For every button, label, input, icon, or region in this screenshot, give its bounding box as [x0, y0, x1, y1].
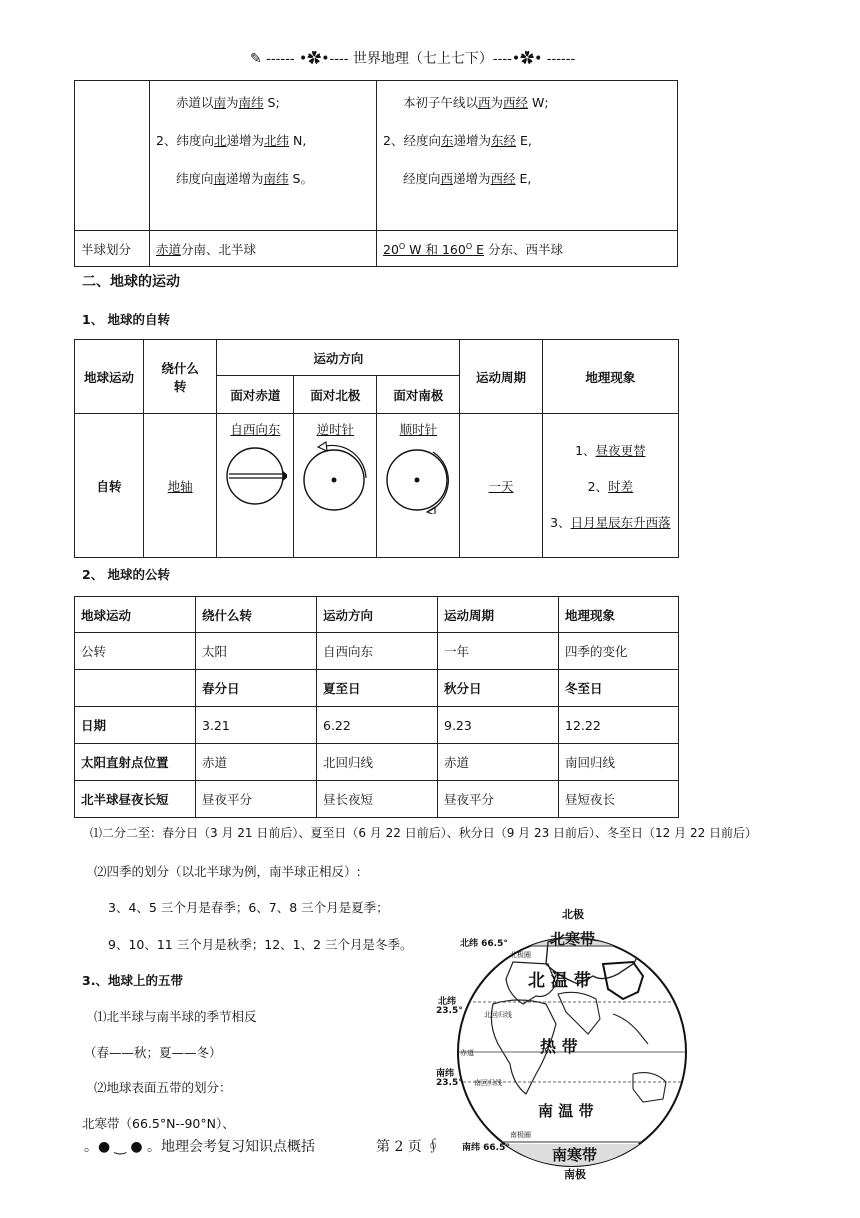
phen-2: 2、时差	[587, 478, 634, 494]
table-cell: 昼短夜长	[559, 781, 679, 818]
phen-3: 3、日月星辰东升西落	[550, 514, 671, 530]
note-autumn-winter: 9、10、11 三个月是秋季；12、1、2 三个月是冬季。	[108, 937, 413, 952]
rev-h-phenomena: 地理现象	[559, 597, 679, 633]
longitude-rules-cell	[377, 81, 678, 231]
table-cell: 北回归线	[317, 744, 438, 781]
rev-h-period: 运动周期	[438, 597, 559, 633]
phenomena-cell	[542, 414, 678, 558]
note-opposite-seasons: ⑴北半球与南半球的季节相反	[94, 1009, 257, 1024]
table-cell: 昼夜平分	[196, 781, 317, 818]
antarctic-circle-label: 南极圈	[510, 1131, 531, 1139]
lat-66s-label: 南纬 66.5°	[462, 1143, 510, 1153]
lat-lon-table	[74, 80, 678, 267]
hemisphere-ew-cell: $20^O$ W 和 $160^O$ E 分东、西半球	[377, 231, 678, 267]
note-north-frigid: 北寒带（66.5°N--90°N）、	[82, 1116, 235, 1131]
dir-north-cell	[294, 414, 377, 558]
rev-row-5	[75, 781, 679, 818]
lat-rule-3: 纬度向南递增为南纬 S。	[176, 171, 313, 186]
section-2-title: 二、地球的运动	[82, 274, 180, 290]
note-zone-division: ⑵地球表面五带的划分：	[94, 1080, 232, 1095]
h-face-equator: 面对赤道	[217, 376, 294, 414]
lat-23n-label-b: 23.5°	[436, 1006, 463, 1016]
north-pole-label: 北极	[562, 908, 584, 921]
lon-rule-2: 2、经度向东递增为东经 E,	[383, 133, 532, 148]
north-frigid-zone: 北寒带	[550, 930, 596, 948]
south-temperate-zone: 南 温 带	[538, 1102, 594, 1120]
rotation-subtitle: 1、 地球的自转	[82, 312, 171, 327]
rev-row-3	[75, 707, 679, 744]
five-zones-globe	[428, 904, 708, 1184]
table-cell: 赤道	[438, 744, 559, 781]
dir-equator-cell	[217, 414, 294, 558]
table-cell: 北半球昼夜长短	[75, 781, 196, 818]
footer-title: 。● ‿ ● 。地理会考复习知识点概括	[84, 1139, 316, 1155]
motion-rotation: 自转	[75, 414, 144, 558]
revolution-subtitle: 2、 地球的公转	[82, 567, 171, 582]
tropic-cancer-label: 北回归线	[484, 1011, 512, 1019]
h-period: 运动周期	[460, 340, 542, 414]
rev-header-row	[75, 597, 679, 633]
table-cell: 四季的变化	[559, 633, 679, 670]
h-face-south: 面对南极	[377, 376, 460, 414]
table-cell: 春分日	[196, 670, 317, 707]
dir-south-cell	[377, 414, 460, 558]
table-cell: 一年	[438, 633, 559, 670]
table-cell: 太阳直射点位置	[75, 744, 196, 781]
lat-23s-label-a: 南纬	[436, 1069, 455, 1079]
table-cell: 9.23	[438, 707, 559, 744]
north-temperate-zone: 北 温 带	[528, 971, 591, 991]
tropical-zone: 热 带	[540, 1037, 578, 1056]
hemisphere-label: 半球划分	[75, 231, 150, 267]
rev-h-direction: 运动方向	[317, 597, 438, 633]
rev-row-1	[75, 633, 679, 670]
table-cell: 昼长夜短	[317, 781, 438, 818]
tropic-capricorn-label: 南回归线	[474, 1079, 502, 1087]
table-cell: 6.22	[317, 707, 438, 744]
rev-h-motion: 地球运动	[75, 597, 196, 633]
section-five-zones: 3.、地球上的五带	[82, 973, 183, 988]
north-view-diagram	[300, 438, 370, 514]
equator-label: 赤道	[460, 1049, 474, 1057]
table-cell: 3.21	[196, 707, 317, 744]
page-number: 第 2 页 ∮	[376, 1139, 441, 1155]
lat-23s-label-b: 23.5°	[436, 1078, 463, 1088]
lat-rule-2: 2、纬度向北递增为北纬 N,	[156, 133, 307, 148]
rev-h-around: 绕什么转	[196, 597, 317, 633]
table-cell: 自西向东	[317, 633, 438, 670]
table-cell: 夏至日	[317, 670, 438, 707]
south-view-diagram	[383, 438, 453, 514]
arctic-circle-label: 北极圈	[510, 951, 531, 959]
lon-rule-1: 本初子午线以西为西经 W;	[403, 95, 549, 110]
dir-north-text: 逆时针	[316, 422, 355, 437]
latitude-rules-cell	[150, 81, 377, 231]
lat-rule-1: 赤道以南为南纬 S;	[176, 95, 280, 110]
lon-rule-3: 经度向西递增为西经 E,	[403, 171, 532, 186]
h-face-north: 面对北极	[294, 376, 377, 414]
rotation-table	[74, 339, 679, 558]
revolution-table	[74, 596, 679, 818]
table-cell: 赤道	[196, 744, 317, 781]
h-direction: 运动方向	[217, 340, 460, 376]
rev-row-2	[75, 670, 679, 707]
dir-south-text: 顺时针	[399, 422, 438, 437]
rev-row-4	[75, 744, 679, 781]
table-cell: 昼夜平分	[438, 781, 559, 818]
phen-1: 1、昼夜更替	[575, 442, 646, 458]
note-seasons: ⑵四季的划分（以北半球为例，南半球正相反）:	[94, 864, 361, 879]
table-cell: 秋分日	[438, 670, 559, 707]
dir-equator-text: 自西向东	[230, 422, 281, 437]
note-solstices: ⑴二分二至：春分日（3 月 21 日前后）、夏至日（6 月 22 日前后）、秋分日（9 月 23 日前后）、冬至日（12 月 22 日前后）	[90, 826, 758, 840]
h-motion: 地球运动	[75, 340, 144, 414]
around-axis: 地轴	[143, 414, 216, 558]
table-cell: 12.22	[559, 707, 679, 744]
equator-view-diagram	[223, 438, 287, 508]
table-cell: 南回归线	[559, 744, 679, 781]
lat-23n-label-a: 北纬	[438, 997, 457, 1007]
table-cell: 冬至日	[559, 670, 679, 707]
table-cell: 太阳	[196, 633, 317, 670]
page-header: ✎ ------ •✿•---- 世界地理（七上七下）----•✿• ------	[250, 51, 576, 67]
note-season-pairs: （春——秋；夏——冬）	[84, 1045, 222, 1060]
h-phenomena: 地理现象	[542, 340, 678, 414]
note-spring-summer: 3、4、5 三个月是春季；6、7、8 三个月是夏季；	[108, 900, 389, 915]
table-cell: 日期	[75, 707, 196, 744]
hemisphere-ns-cell: 赤道分南、北半球	[150, 231, 377, 267]
south-frigid-zone: 南寒带	[552, 1146, 598, 1164]
period-day: 一天	[460, 414, 542, 558]
south-pole-label: 南极	[564, 1168, 586, 1181]
h-around: 绕什么转	[143, 340, 216, 414]
lat-66n-label: 北纬 66.5°	[460, 939, 508, 949]
table-cell	[75, 670, 196, 707]
lat-lon-label-cell	[75, 81, 150, 231]
table-cell: 公转	[75, 633, 196, 670]
